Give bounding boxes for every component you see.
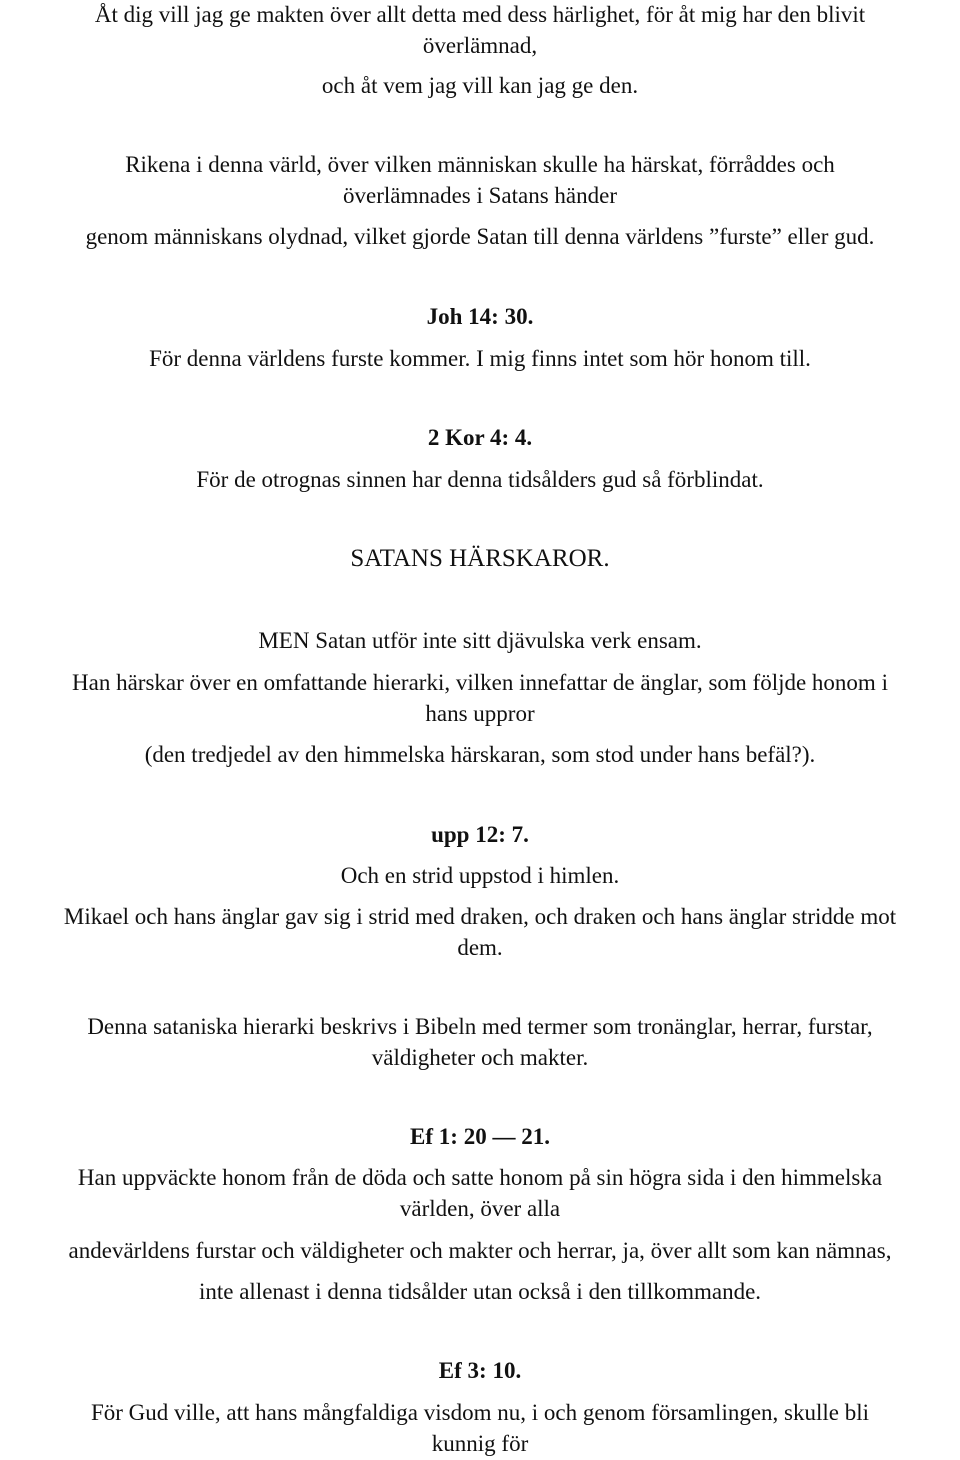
text-line: överlämnades i Satans händer <box>343 183 617 208</box>
scripture-reference: 2 Kor 4: 4. <box>427 425 533 450</box>
text-line: Denna sataniska hierarki beskrivs i Bibeln med termer som tronänglar, herrar, furstar, <box>87 1014 873 1039</box>
scripture-reference: upp 12: 7. <box>431 822 529 847</box>
text-line: väldigheter och makter. <box>371 1045 589 1070</box>
text-line: Han härskar över en omfattande hierarki, vilken innefattar de änglar, som följde honom i <box>72 670 888 695</box>
text-line: genom människans olydnad, vilket gjorde Satan till denna världens ”furste” eller gud. <box>85 224 875 249</box>
scripture-reference: Ef 3: 10. <box>438 1358 522 1383</box>
text-line: kunnig för <box>431 1431 529 1456</box>
scripture-reference: Ef 1: 20 — 21. <box>410 1124 550 1149</box>
text-line: och åt vem jag vill kan jag ge den. <box>321 73 639 98</box>
text-line: hans uppror <box>425 701 535 726</box>
text-line: För Gud ville, att hans mångfaldiga visdom nu, i och genom församlingen, skulle bli <box>90 1400 870 1425</box>
text-line: (den tredjedel av den himmelska härskaran, som stod under hans befäl?). <box>144 742 816 767</box>
text-line: överlämnad, <box>422 33 538 58</box>
text-line: dem. <box>457 935 503 960</box>
text-line: För denna världens furste kommer. I mig finns intet som hör honom till. <box>149 346 811 371</box>
text-line: Åt dig vill jag ge makten över allt detta med dess härlighet, för åt mig har den blivit <box>94 2 866 27</box>
text-line: Och en strid uppstod i himlen. <box>340 863 620 888</box>
text-line: världen, över alla <box>399 1196 561 1221</box>
text-line: MEN Satan utför inte sitt djävulska verk ensam. <box>258 628 702 653</box>
text-line: För de otrognas sinnen har denna tidsålders gud så förblindat. <box>196 467 764 492</box>
text-line: Han uppväckte honom från de döda och satte honom på sin högra sida i den himmelska <box>77 1165 883 1190</box>
scripture-reference: Joh 14: 30. <box>426 304 534 329</box>
text-line: andevärldens furstar och väldigheter och makter och herrar, ja, över allt som kan nämnas, <box>68 1238 892 1263</box>
text-line: Mikael och hans änglar gav sig i strid med draken, och draken och hans änglar stridde mot <box>63 904 897 929</box>
text-line: Rikena i denna värld, över vilken människan skulle ha härskat, förråddes och <box>125 152 835 177</box>
text-line: inte allenast i denna tidsålder utan också i den tillkommande. <box>198 1279 762 1304</box>
section-heading: SATANS HÄRSKAROR. <box>350 545 610 572</box>
